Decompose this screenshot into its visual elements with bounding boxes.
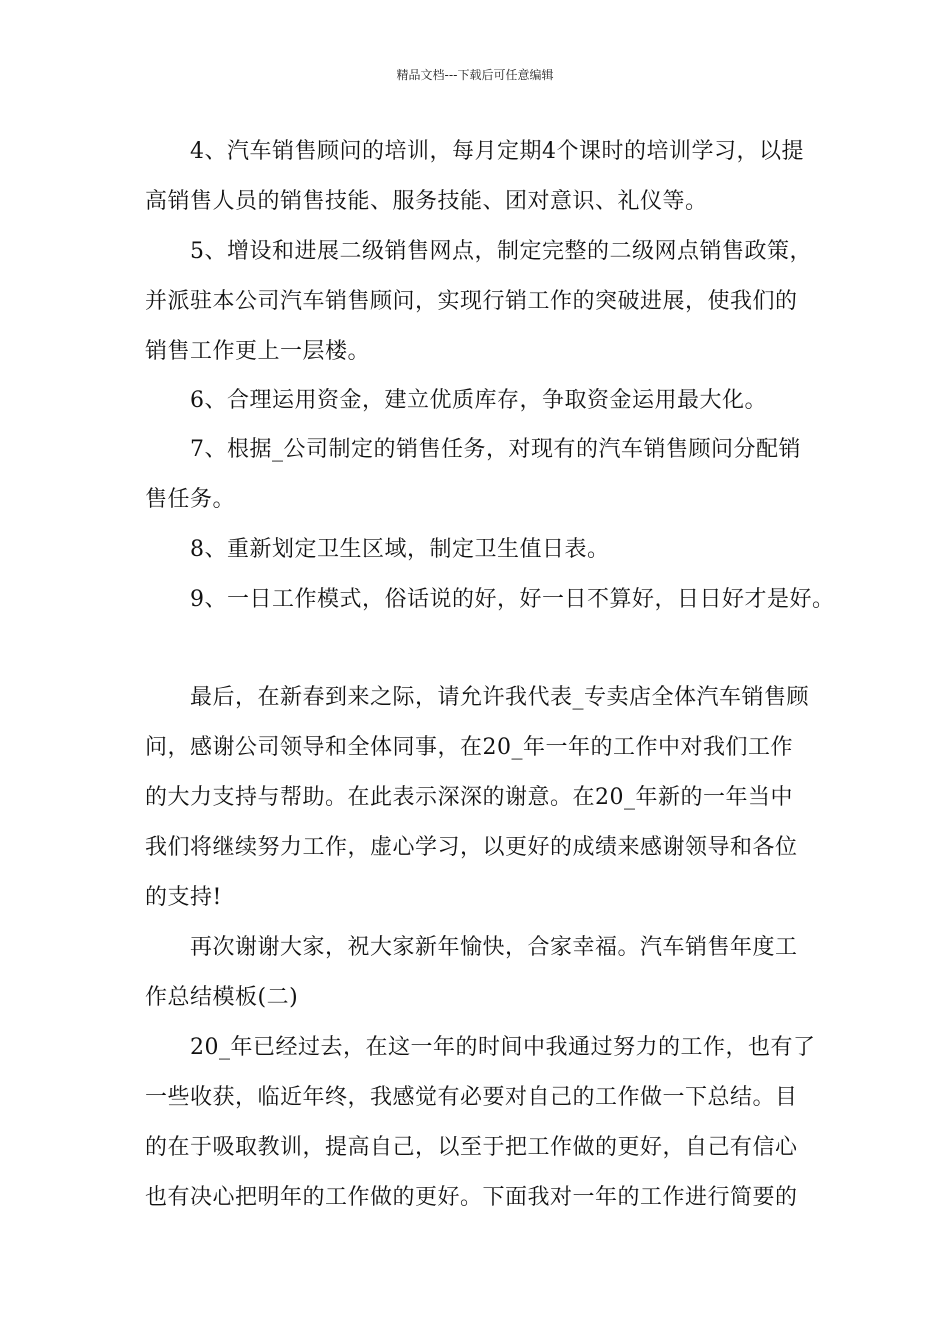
body-line: 9、一日工作模式，俗话说的好，好一日不算好，日日好才是好。 [190, 587, 835, 612]
body-line: 再次谢谢大家，祝大家新年愉快，合家幸福。汽车销售年度工 [190, 935, 798, 960]
body-line: 并派驻本公司汽车销售顾问，实现行销工作的突破进展，使我们的 [145, 289, 798, 314]
body-line: 7、根据_公司制定的销售任务，对现有的汽车销售顾问分配销 [190, 437, 801, 462]
body-line: 6、合理运用资金，建立优质库存，争取资金运用最大化。 [190, 388, 767, 413]
body-line: 20_年已经过去，在这一年的时间中我通过努力的工作，也有了 [190, 1035, 816, 1060]
body-line: 5、增设和进展二级销售网点，制定完整的二级网点销售政策， [190, 239, 812, 264]
body-line: 高销售人员的销售技能、服务技能、团对意识、礼仪等。 [145, 189, 708, 214]
body-line: 一些收获，临近年终，我感觉有必要对自己的工作做一下总结。目 [145, 1085, 798, 1110]
body-line: 问，感谢公司领导和全体同事，在20_年一年的工作中对我们工作 [145, 735, 793, 760]
body-line: 的在于吸取教训，提高自己，以至于把工作做的更好，自己有信心 [145, 1135, 798, 1160]
body-line: 最后，在新春到来之际，请允许我代表_专卖店全体汽车销售顾 [190, 685, 810, 710]
page-header: 精品文档---下载后可任意编辑 [396, 68, 554, 82]
body-line: 作总结模板(二) [145, 985, 299, 1010]
body-line: 8、重新划定卫生区域，制定卫生值日表。 [190, 537, 610, 562]
body-line: 也有决心把明年的工作做的更好。下面我对一年的工作进行简要的 [145, 1185, 798, 1210]
body-line: 我们将继续努力工作，虚心学习，以更好的成绩来感谢领导和各位 [145, 835, 798, 860]
body-line: 销售工作更上一层楼。 [145, 339, 371, 364]
body-line: 售任务。 [145, 487, 236, 512]
body-line: 的大力支持与帮助。在此表示深深的谢意。在20_年新的一年当中 [145, 785, 793, 810]
body-line: 的支持! [145, 885, 222, 910]
body-line: 4、汽车销售顾问的培训，每月定期4个课时的培训学习，以提 [190, 139, 804, 164]
